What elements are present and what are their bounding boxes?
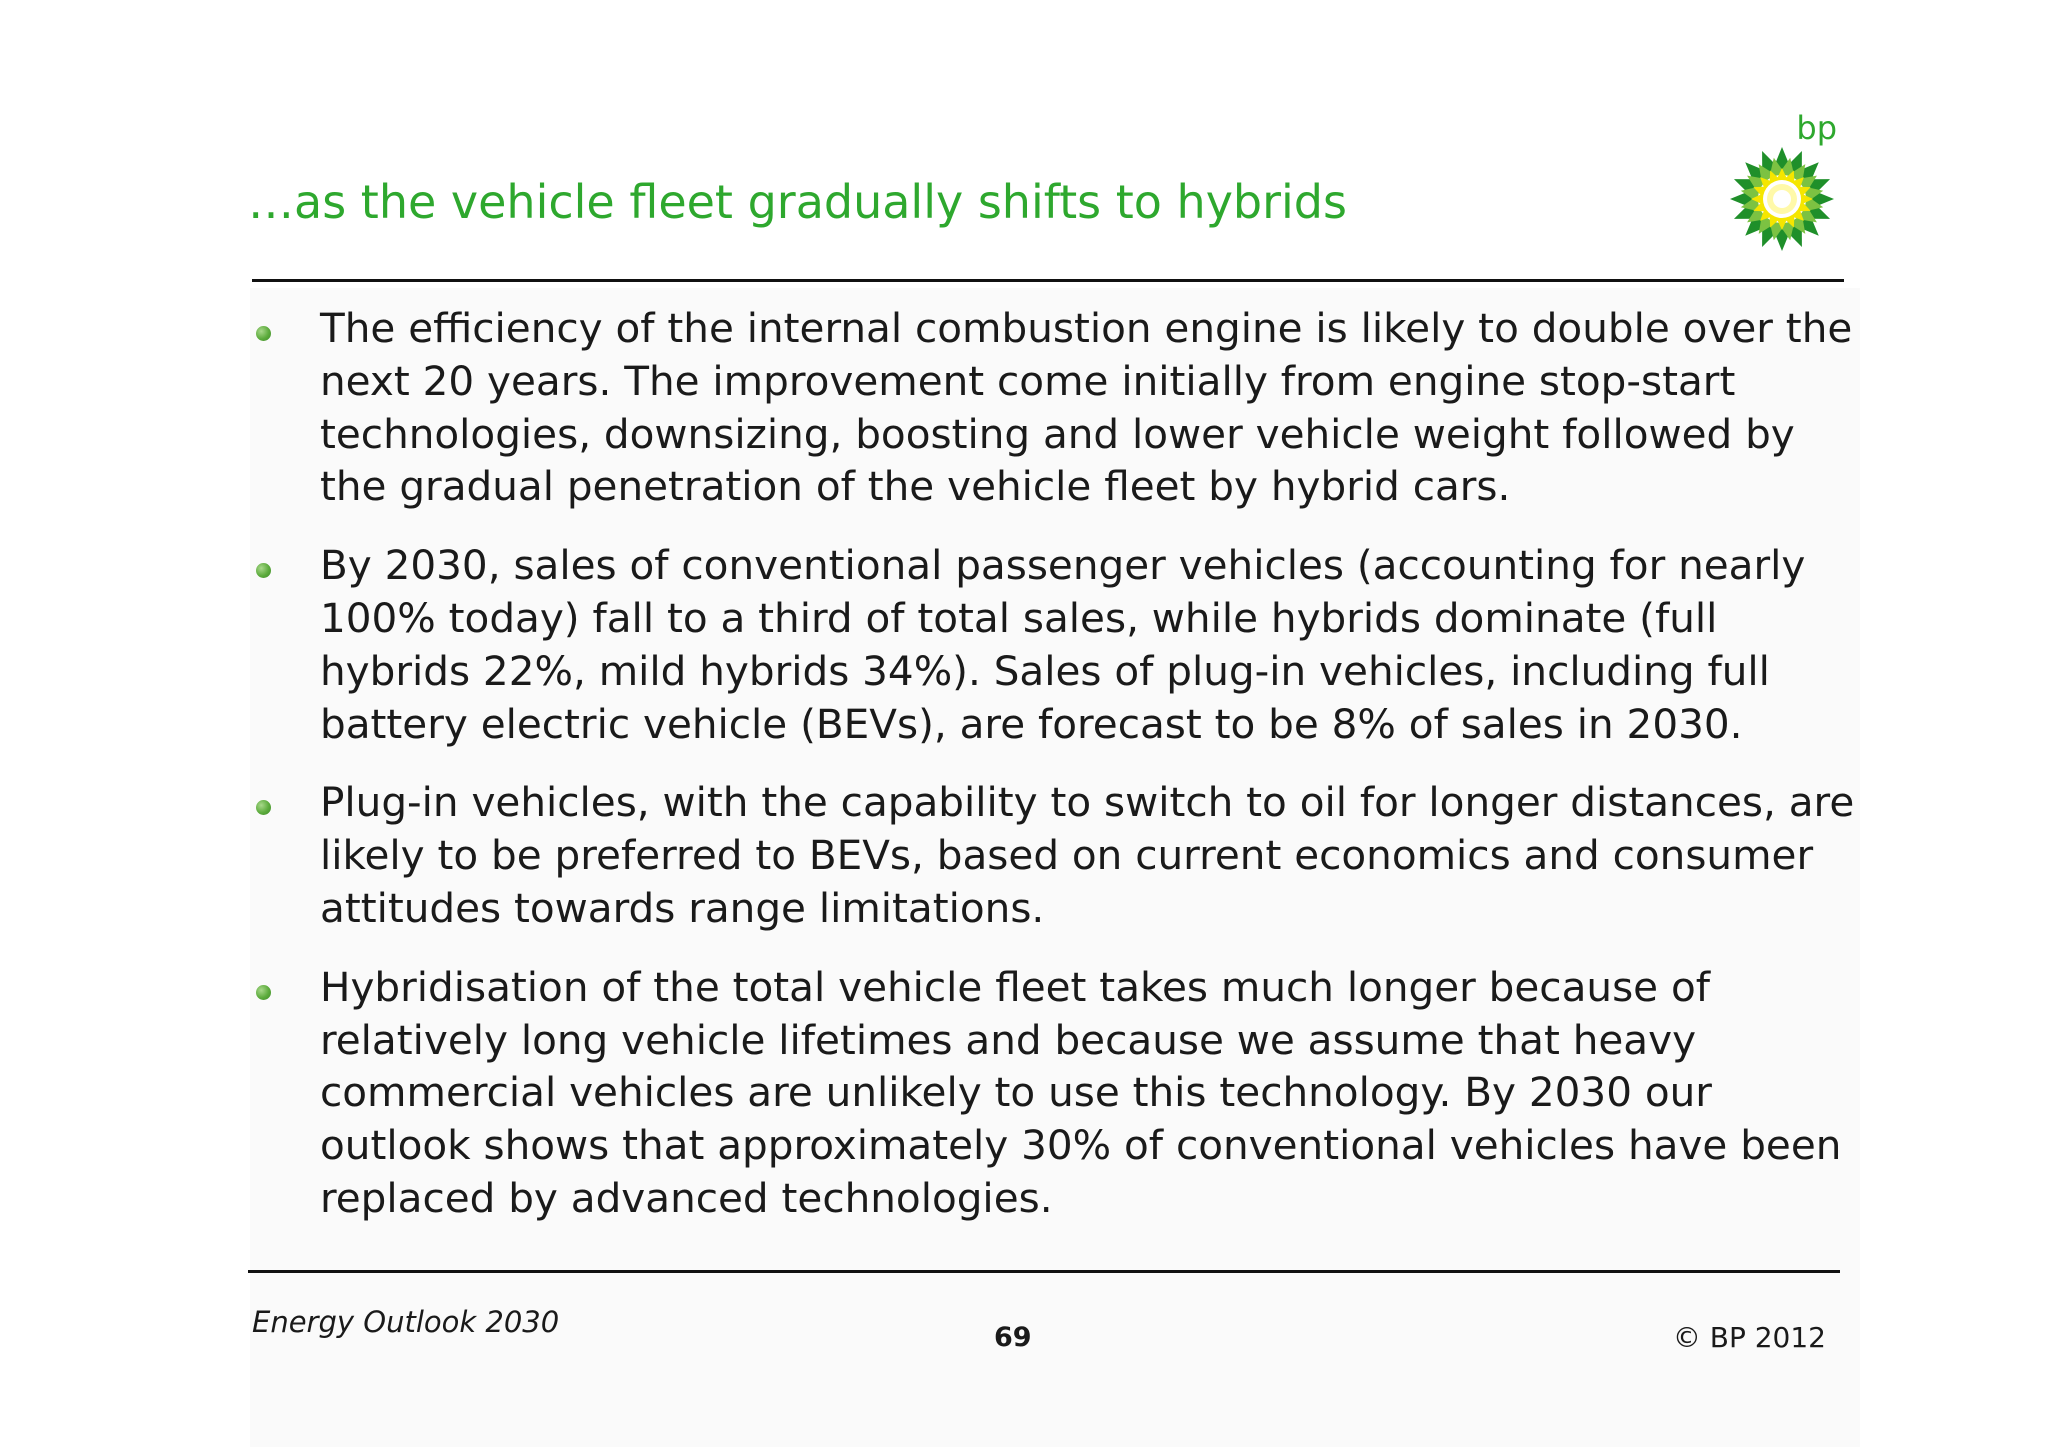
page-number: 69 bbox=[994, 1322, 1032, 1353]
bullet-text: The efficiency of the internal combustion engine is likely to double over the next 20 years. The improvement come initially from engine stop-start technologies, downsizing, boosting and lower vehicle weight followed by the gradual penetration of the vehicle fleet by hybrid cars. bbox=[320, 304, 1853, 511]
bullet-item bbox=[256, 961, 1856, 1225]
bullet-list bbox=[256, 302, 1856, 1251]
bullet-item bbox=[256, 776, 1856, 934]
slide-title: …as the vehicle fleet gradually shifts to hybrids bbox=[248, 175, 1347, 229]
logo-text: bp bbox=[1796, 109, 1837, 147]
copyright-notice: © BP 2012 bbox=[1672, 1321, 1826, 1354]
bullet-text: By 2030, sales of conventional passenger vehicles (accounting for nearly 100% today) fall to a third of total sales, while hybrids dominate (full hybrids 22%, mild hybrids 34%). Sales of plug-in vehicles, including full battery electric vehicle (BEVs), are forecast to be 8% of sales in 2030. bbox=[320, 541, 1806, 748]
bullet-dot-icon bbox=[256, 563, 271, 578]
bullet-dot-icon bbox=[256, 985, 271, 1000]
top-divider bbox=[252, 279, 1844, 282]
bp-logo bbox=[1725, 109, 1845, 254]
bullet-text: Plug-in vehicles, with the capability to switch to oil for longer distances, are likely to be preferred to BEVs, based on current economics and consumer attitudes towards range limitations. bbox=[320, 778, 1855, 932]
publication-name: Energy Outlook 2030 bbox=[252, 1305, 560, 1339]
bottom-divider bbox=[248, 1270, 1840, 1273]
helios-sunflower-icon bbox=[1729, 146, 1835, 252]
bullet-dot-icon bbox=[256, 800, 271, 815]
bullet-item bbox=[256, 539, 1856, 750]
bullet-dot-icon bbox=[256, 326, 271, 341]
bullet-item bbox=[256, 302, 1856, 513]
bullet-text: Hybridisation of the total vehicle fleet takes much longer because of relatively long vehicle lifetimes and because we assume that heavy commercial vehicles are unlikely to use this technology. By 2030 our outlook shows that approximately 30% of conventional vehicles have been replaced by advanced technologies. bbox=[320, 962, 1842, 1222]
